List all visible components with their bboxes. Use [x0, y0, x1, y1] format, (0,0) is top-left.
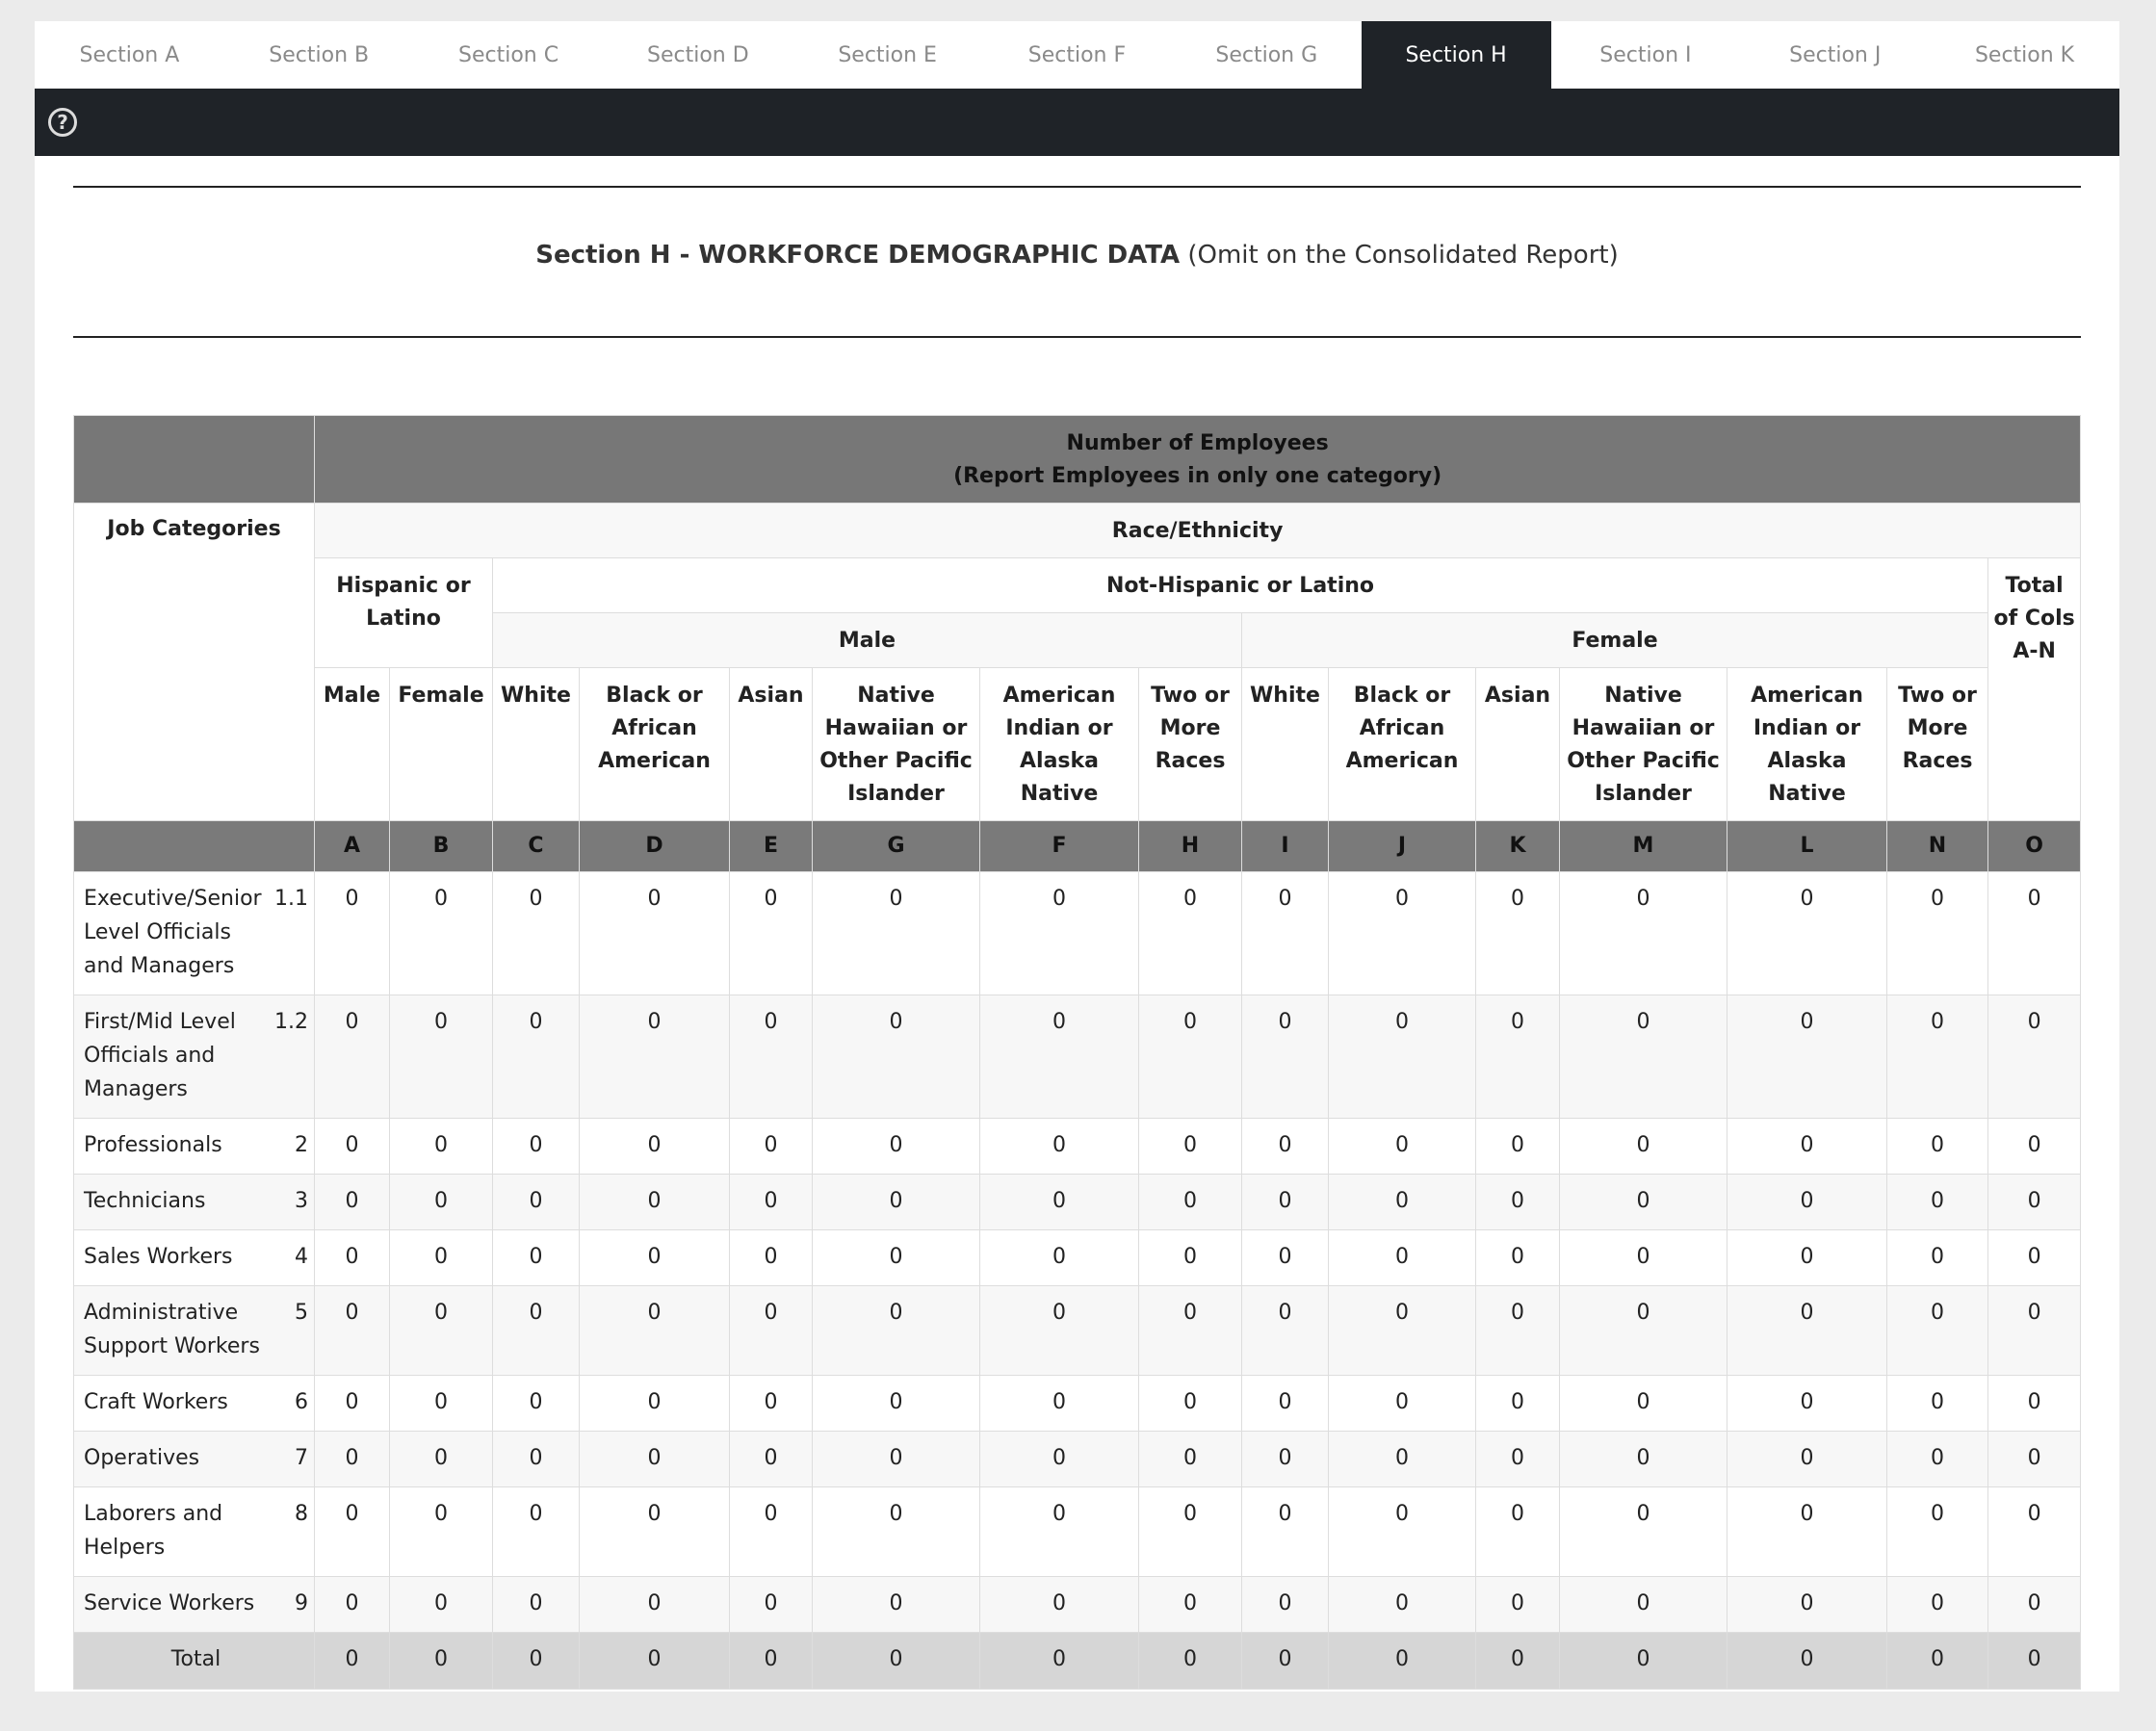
hispanic-header: Hispanic or Latino	[315, 558, 493, 668]
value-cell[interactable]: 0	[493, 995, 580, 1119]
value-cell[interactable]: 0	[813, 1376, 980, 1432]
value-cell[interactable]: 0	[1476, 995, 1560, 1119]
value-cell[interactable]: 0	[493, 1432, 580, 1487]
total-value-cell: 0	[1139, 1633, 1242, 1690]
value-cell[interactable]: 0	[730, 1175, 813, 1230]
page-title-bold: Section H - WORKFORCE DEMOGRAPHIC DATA	[535, 241, 1181, 270]
job-category-cell	[74, 1230, 315, 1286]
value-cell[interactable]: 0	[390, 995, 493, 1119]
value-cell[interactable]: 0	[1887, 1487, 1988, 1577]
tab-section-g[interactable]: Section G	[1215, 42, 1318, 67]
job-category-name: Administrative Support Workers	[84, 1301, 260, 1358]
tab-section-j[interactable]: Section J	[1789, 42, 1882, 67]
value-cell[interactable]: 0	[1727, 1432, 1887, 1487]
value-cell[interactable]: 0	[315, 1487, 390, 1577]
value-cell[interactable]: 0	[980, 1286, 1139, 1376]
column-letter-i: I	[1242, 821, 1329, 872]
column-header-m: Native Hawaiian or Other Pacific Islander	[1560, 668, 1727, 821]
value-cell[interactable]: 0	[1139, 1230, 1242, 1286]
job-category-name: Professionals	[84, 1133, 222, 1157]
value-cell[interactable]: 0	[315, 1230, 390, 1286]
value-cell[interactable]: 0	[980, 995, 1139, 1119]
report-note-label: (Report Employees in only one category)	[953, 464, 1442, 488]
tab-section-b[interactable]: Section B	[269, 42, 370, 67]
total-value-cell: 0	[315, 1633, 390, 1690]
column-letter-k: K	[1476, 821, 1560, 872]
value-cell[interactable]: 0	[813, 872, 980, 995]
job-category-number: 7	[295, 1446, 308, 1470]
total-value-cell: 0	[813, 1633, 980, 1690]
total-row	[74, 1633, 2081, 1690]
job-category-name: Operatives	[84, 1446, 200, 1470]
value-cell[interactable]: 0	[1139, 995, 1242, 1119]
value-cell[interactable]: 0	[1329, 872, 1476, 995]
value-cell[interactable]: 0	[1727, 872, 1887, 995]
column-header-i: White	[1242, 668, 1329, 821]
table-row	[74, 995, 2081, 1119]
value-cell[interactable]: 0	[1242, 1487, 1329, 1577]
column-header-l: American Indian or Alaska Native	[1727, 668, 1887, 821]
value-cell[interactable]: 0	[493, 1175, 580, 1230]
column-header-e: Asian	[730, 668, 813, 821]
value-cell[interactable]: 0	[315, 995, 390, 1119]
tab-section-d[interactable]: Section D	[647, 42, 749, 67]
total-value-cell: 0	[1476, 1633, 1560, 1690]
column-header-n: Two or More Races	[1887, 668, 1988, 821]
value-cell[interactable]: 0	[813, 1487, 980, 1577]
value-cell[interactable]: 0	[493, 1119, 580, 1175]
value-cell[interactable]: 0	[1988, 1175, 2081, 1230]
value-cell[interactable]: 0	[730, 1119, 813, 1175]
value-cell[interactable]: 0	[1560, 1175, 1727, 1230]
value-cell[interactable]: 0	[1139, 1119, 1242, 1175]
tab-section-k[interactable]: Section K	[1974, 42, 2075, 67]
value-cell[interactable]: 0	[1139, 1376, 1242, 1432]
value-cell[interactable]: 0	[1242, 995, 1329, 1119]
total-value-cell: 0	[1242, 1633, 1329, 1690]
value-cell[interactable]: 0	[1329, 1376, 1476, 1432]
value-cell[interactable]: 0	[315, 1119, 390, 1175]
value-cell[interactable]: 0	[980, 872, 1139, 995]
question-circle-icon[interactable]: ?	[48, 108, 77, 137]
total-value-cell: 0	[1727, 1633, 1887, 1690]
total-value-cell: 0	[1887, 1633, 1988, 1690]
value-cell[interactable]: 0	[1476, 872, 1560, 995]
value-cell[interactable]: 0	[1988, 1577, 2081, 1633]
value-cell[interactable]: 0	[813, 1286, 980, 1376]
column-header-k: Asian	[1476, 668, 1560, 821]
column-letter-m: M	[1560, 821, 1727, 872]
value-cell[interactable]: 0	[1988, 1230, 2081, 1286]
column-letter-c: C	[493, 821, 580, 872]
column-header-b: Female	[390, 668, 493, 821]
value-cell[interactable]: 0	[1887, 1376, 1988, 1432]
table-row	[74, 1487, 2081, 1577]
value-cell[interactable]: 0	[730, 995, 813, 1119]
job-category-name: First/Mid Level Officials and Managers	[84, 1010, 236, 1101]
value-cell[interactable]: 0	[1139, 1577, 1242, 1633]
tab-section-f[interactable]: Section F	[1027, 42, 1127, 67]
value-cell[interactable]: 0	[813, 995, 980, 1119]
value-cell[interactable]: 0	[315, 1175, 390, 1230]
value-cell[interactable]: 0	[390, 1175, 493, 1230]
value-cell[interactable]: 0	[493, 1487, 580, 1577]
job-category-number: 1.2	[274, 1010, 308, 1034]
table-row	[74, 1577, 2081, 1633]
value-cell[interactable]: 0	[980, 1487, 1139, 1577]
value-cell[interactable]: 0	[980, 1230, 1139, 1286]
table-row	[74, 1432, 2081, 1487]
value-cell[interactable]: 0	[980, 1119, 1139, 1175]
header-blank	[74, 416, 315, 504]
value-cell[interactable]: 0	[1242, 1230, 1329, 1286]
job-category-number: 5	[295, 1301, 308, 1325]
value-cell[interactable]: 0	[1887, 1286, 1988, 1376]
value-cell[interactable]: 0	[1560, 1487, 1727, 1577]
value-cell[interactable]: 0	[390, 1119, 493, 1175]
value-cell[interactable]: 0	[580, 1376, 730, 1432]
value-cell[interactable]: 0	[1988, 995, 2081, 1119]
column-letter-n: N	[1887, 821, 1988, 872]
tab-section-i[interactable]: Section I	[1599, 42, 1692, 67]
value-cell[interactable]: 0	[1560, 1119, 1727, 1175]
job-category-number: 6	[295, 1390, 308, 1414]
value-cell[interactable]: 0	[390, 1376, 493, 1432]
column-letter-a: A	[315, 821, 390, 872]
value-cell[interactable]: 0	[1329, 1230, 1476, 1286]
job-category-number: 8	[295, 1502, 308, 1526]
value-cell[interactable]: 0	[730, 872, 813, 995]
job-category-cell	[74, 1577, 315, 1633]
main-frame	[35, 21, 2119, 1692]
value-cell[interactable]: 0	[813, 1230, 980, 1286]
value-cell[interactable]: 0	[1139, 1432, 1242, 1487]
value-cell[interactable]: 0	[1560, 995, 1727, 1119]
value-cell[interactable]: 0	[1242, 1432, 1329, 1487]
value-cell[interactable]: 0	[1476, 1175, 1560, 1230]
value-cell[interactable]: 0	[1329, 1432, 1476, 1487]
value-cell[interactable]: 0	[1727, 1376, 1887, 1432]
page-title-area	[73, 186, 2081, 338]
tab-section-c[interactable]: Section C	[457, 42, 559, 67]
column-letter-j: J	[1329, 821, 1476, 872]
job-category-cell	[74, 995, 315, 1119]
value-cell[interactable]: 0	[1329, 1487, 1476, 1577]
value-cell[interactable]: 0	[1242, 1577, 1329, 1633]
value-cell[interactable]: 0	[580, 1487, 730, 1577]
value-cell[interactable]: 0	[1476, 1432, 1560, 1487]
value-cell[interactable]: 0	[1887, 872, 1988, 995]
value-cell[interactable]: 0	[1476, 1376, 1560, 1432]
job-category-cell	[74, 1487, 315, 1577]
number-of-employees-header	[315, 416, 2081, 504]
value-cell[interactable]: 0	[493, 1286, 580, 1376]
value-cell[interactable]: 0	[1727, 1119, 1887, 1175]
column-letter-f: F	[980, 821, 1139, 872]
female-group-header: Female	[1242, 613, 1988, 668]
column-letter-b: B	[390, 821, 493, 872]
value-cell[interactable]: 0	[980, 1175, 1139, 1230]
column-letter-g: G	[813, 821, 980, 872]
value-cell[interactable]: 0	[1727, 995, 1887, 1119]
value-cell[interactable]: 0	[1242, 872, 1329, 995]
value-cell[interactable]: 0	[1139, 1175, 1242, 1230]
value-cell[interactable]: 0	[580, 872, 730, 995]
table-wrap	[73, 415, 2081, 1690]
job-category-number: 1.1	[274, 887, 308, 911]
workforce-table	[73, 415, 2081, 1690]
value-cell[interactable]: 0	[1476, 1119, 1560, 1175]
value-cell[interactable]: 0	[1329, 1286, 1476, 1376]
value-cell[interactable]: 0	[1988, 1487, 2081, 1577]
section-tabs	[35, 21, 2119, 89]
value-cell[interactable]: 0	[1476, 1286, 1560, 1376]
number-of-employees-label: Number of Employees	[1066, 431, 1329, 455]
job-category-cell	[74, 1286, 315, 1376]
value-cell[interactable]: 0	[730, 1376, 813, 1432]
job-category-name: Craft Workers	[84, 1390, 228, 1414]
page-title-note: (Omit on the Consolidated Report)	[1187, 241, 1619, 270]
value-cell[interactable]: 0	[813, 1432, 980, 1487]
total-label: Total	[74, 1633, 315, 1690]
value-cell[interactable]: 0	[730, 1487, 813, 1577]
column-letter-d: D	[580, 821, 730, 872]
value-cell[interactable]: 0	[1139, 1487, 1242, 1577]
value-cell[interactable]: 0	[1139, 1286, 1242, 1376]
value-cell[interactable]: 0	[1727, 1577, 1887, 1633]
job-category-number: 4	[295, 1245, 308, 1269]
job-categories-header: Job Categories	[74, 504, 315, 821]
table-row	[74, 1376, 2081, 1432]
value-cell[interactable]: 0	[730, 1230, 813, 1286]
job-category-cell	[74, 1376, 315, 1432]
value-cell[interactable]: 0	[580, 1286, 730, 1376]
job-category-cell	[74, 1119, 315, 1175]
column-header-d: Black or African American	[580, 668, 730, 821]
value-cell[interactable]: 0	[1560, 1432, 1727, 1487]
value-cell[interactable]: 0	[1242, 1376, 1329, 1432]
total-value-cell: 0	[493, 1633, 580, 1690]
value-cell[interactable]: 0	[1560, 1230, 1727, 1286]
value-cell[interactable]: 0	[1560, 872, 1727, 995]
value-cell[interactable]: 0	[1476, 1577, 1560, 1633]
value-cell[interactable]: 0	[493, 1577, 580, 1633]
value-cell[interactable]: 0	[580, 1230, 730, 1286]
tab-section-a[interactable]: Section A	[79, 42, 180, 67]
job-category-cell	[74, 872, 315, 995]
table-row	[74, 1286, 2081, 1376]
column-header-c: White	[493, 668, 580, 821]
value-cell[interactable]: 0	[1727, 1286, 1887, 1376]
total-value-cell: 0	[580, 1633, 730, 1690]
value-cell[interactable]: 0	[980, 1577, 1139, 1633]
table-row	[74, 1230, 2081, 1286]
value-cell[interactable]: 0	[813, 1175, 980, 1230]
total-value-cell: 0	[1988, 1633, 2081, 1690]
value-cell[interactable]: 0	[1139, 872, 1242, 995]
value-cell[interactable]: 0	[1242, 1175, 1329, 1230]
value-cell[interactable]: 0	[813, 1577, 980, 1633]
column-header-h: Two or More Races	[1139, 668, 1242, 821]
value-cell[interactable]: 0	[1887, 1230, 1988, 1286]
job-category-number: 3	[295, 1189, 308, 1213]
value-cell[interactable]: 0	[1988, 1286, 2081, 1376]
value-cell[interactable]: 0	[1727, 1487, 1887, 1577]
value-cell[interactable]: 0	[390, 1487, 493, 1577]
column-letter-l: L	[1727, 821, 1887, 872]
value-cell[interactable]: 0	[315, 1577, 390, 1633]
value-cell[interactable]: 0	[1727, 1230, 1887, 1286]
letters-blank	[74, 821, 315, 872]
value-cell[interactable]: 0	[315, 1286, 390, 1376]
value-cell[interactable]: 0	[813, 1119, 980, 1175]
value-cell[interactable]: 0	[730, 1577, 813, 1633]
value-cell[interactable]: 0	[315, 872, 390, 995]
value-cell[interactable]: 0	[580, 1432, 730, 1487]
value-cell[interactable]: 0	[1988, 872, 2081, 995]
job-category-cell	[74, 1432, 315, 1487]
value-cell[interactable]: 0	[493, 1376, 580, 1432]
value-cell[interactable]: 0	[315, 1432, 390, 1487]
table-row	[74, 1175, 2081, 1230]
value-cell[interactable]: 0	[580, 1119, 730, 1175]
total-cols-header: Total of Cols A-N	[1988, 558, 2081, 821]
value-cell[interactable]: 0	[1476, 1487, 1560, 1577]
value-cell[interactable]: 0	[980, 1432, 1139, 1487]
value-cell[interactable]: 0	[1242, 1286, 1329, 1376]
value-cell[interactable]: 0	[1887, 1577, 1988, 1633]
value-cell[interactable]: 0	[1887, 1119, 1988, 1175]
value-cell[interactable]: 0	[390, 1286, 493, 1376]
value-cell[interactable]: 0	[1329, 995, 1476, 1119]
tab-section-e[interactable]: Section E	[838, 42, 937, 67]
value-cell[interactable]: 0	[730, 1286, 813, 1376]
not-hispanic-header: Not-Hispanic or Latino	[493, 558, 1988, 613]
total-value-cell: 0	[1560, 1633, 1727, 1690]
value-cell[interactable]: 0	[1560, 1577, 1727, 1633]
total-value-cell: 0	[1329, 1633, 1476, 1690]
value-cell[interactable]: 0	[1887, 1175, 1988, 1230]
column-header-g: Native Hawaiian or Other Pacific Islander	[813, 668, 980, 821]
table-row	[74, 1119, 2081, 1175]
job-category-name: Laborers and Helpers	[84, 1502, 223, 1560]
value-cell[interactable]: 0	[1727, 1175, 1887, 1230]
column-letter-h: H	[1139, 821, 1242, 872]
job-category-name: Executive/Senior Level Officials and Managers	[84, 887, 262, 978]
value-cell[interactable]: 0	[1329, 1119, 1476, 1175]
value-cell[interactable]: 0	[493, 872, 580, 995]
value-cell[interactable]: 0	[315, 1376, 390, 1432]
value-cell[interactable]: 0	[980, 1376, 1139, 1432]
value-cell[interactable]: 0	[580, 1577, 730, 1633]
race-ethnicity-header: Race/Ethnicity	[315, 504, 2081, 558]
value-cell[interactable]: 0	[493, 1230, 580, 1286]
total-value-cell: 0	[390, 1633, 493, 1690]
value-cell[interactable]: 0	[1988, 1376, 2081, 1432]
value-cell[interactable]: 0	[730, 1432, 813, 1487]
column-header-j: Black or African American	[1329, 668, 1476, 821]
value-cell[interactable]: 0	[390, 1577, 493, 1633]
table-row	[74, 872, 2081, 995]
job-category-name: Service Workers	[84, 1591, 255, 1615]
job-category-name: Technicians	[84, 1189, 206, 1213]
value-cell[interactable]: 0	[1329, 1175, 1476, 1230]
job-category-cell	[74, 1175, 315, 1230]
value-cell[interactable]: 0	[1887, 1432, 1988, 1487]
toolbar	[35, 89, 2119, 156]
total-value-cell: 0	[730, 1633, 813, 1690]
page-title	[535, 241, 1619, 270]
value-cell[interactable]: 0	[390, 1432, 493, 1487]
value-cell[interactable]: 0	[1242, 1119, 1329, 1175]
column-letter-e: E	[730, 821, 813, 872]
job-category-name: Sales Workers	[84, 1245, 233, 1269]
column-header-a: Male	[315, 668, 390, 821]
job-category-number: 9	[295, 1591, 308, 1615]
tab-section-h[interactable]: Section H	[1362, 21, 1551, 89]
value-cell[interactable]: 0	[1988, 1119, 2081, 1175]
value-cell[interactable]: 0	[1988, 1432, 2081, 1487]
value-cell[interactable]: 0	[1560, 1376, 1727, 1432]
value-cell[interactable]: 0	[580, 995, 730, 1119]
value-cell[interactable]: 0	[580, 1175, 730, 1230]
column-letter-o: O	[1988, 821, 2081, 872]
male-group-header: Male	[493, 613, 1242, 668]
value-cell[interactable]: 0	[390, 872, 493, 995]
value-cell[interactable]: 0	[1329, 1577, 1476, 1633]
total-value-cell: 0	[980, 1633, 1139, 1690]
value-cell[interactable]: 0	[1476, 1230, 1560, 1286]
value-cell[interactable]: 0	[1560, 1286, 1727, 1376]
value-cell[interactable]: 0	[390, 1230, 493, 1286]
job-category-number: 2	[295, 1133, 308, 1157]
column-header-f: American Indian or Alaska Native	[980, 668, 1139, 821]
value-cell[interactable]: 0	[1887, 995, 1988, 1119]
